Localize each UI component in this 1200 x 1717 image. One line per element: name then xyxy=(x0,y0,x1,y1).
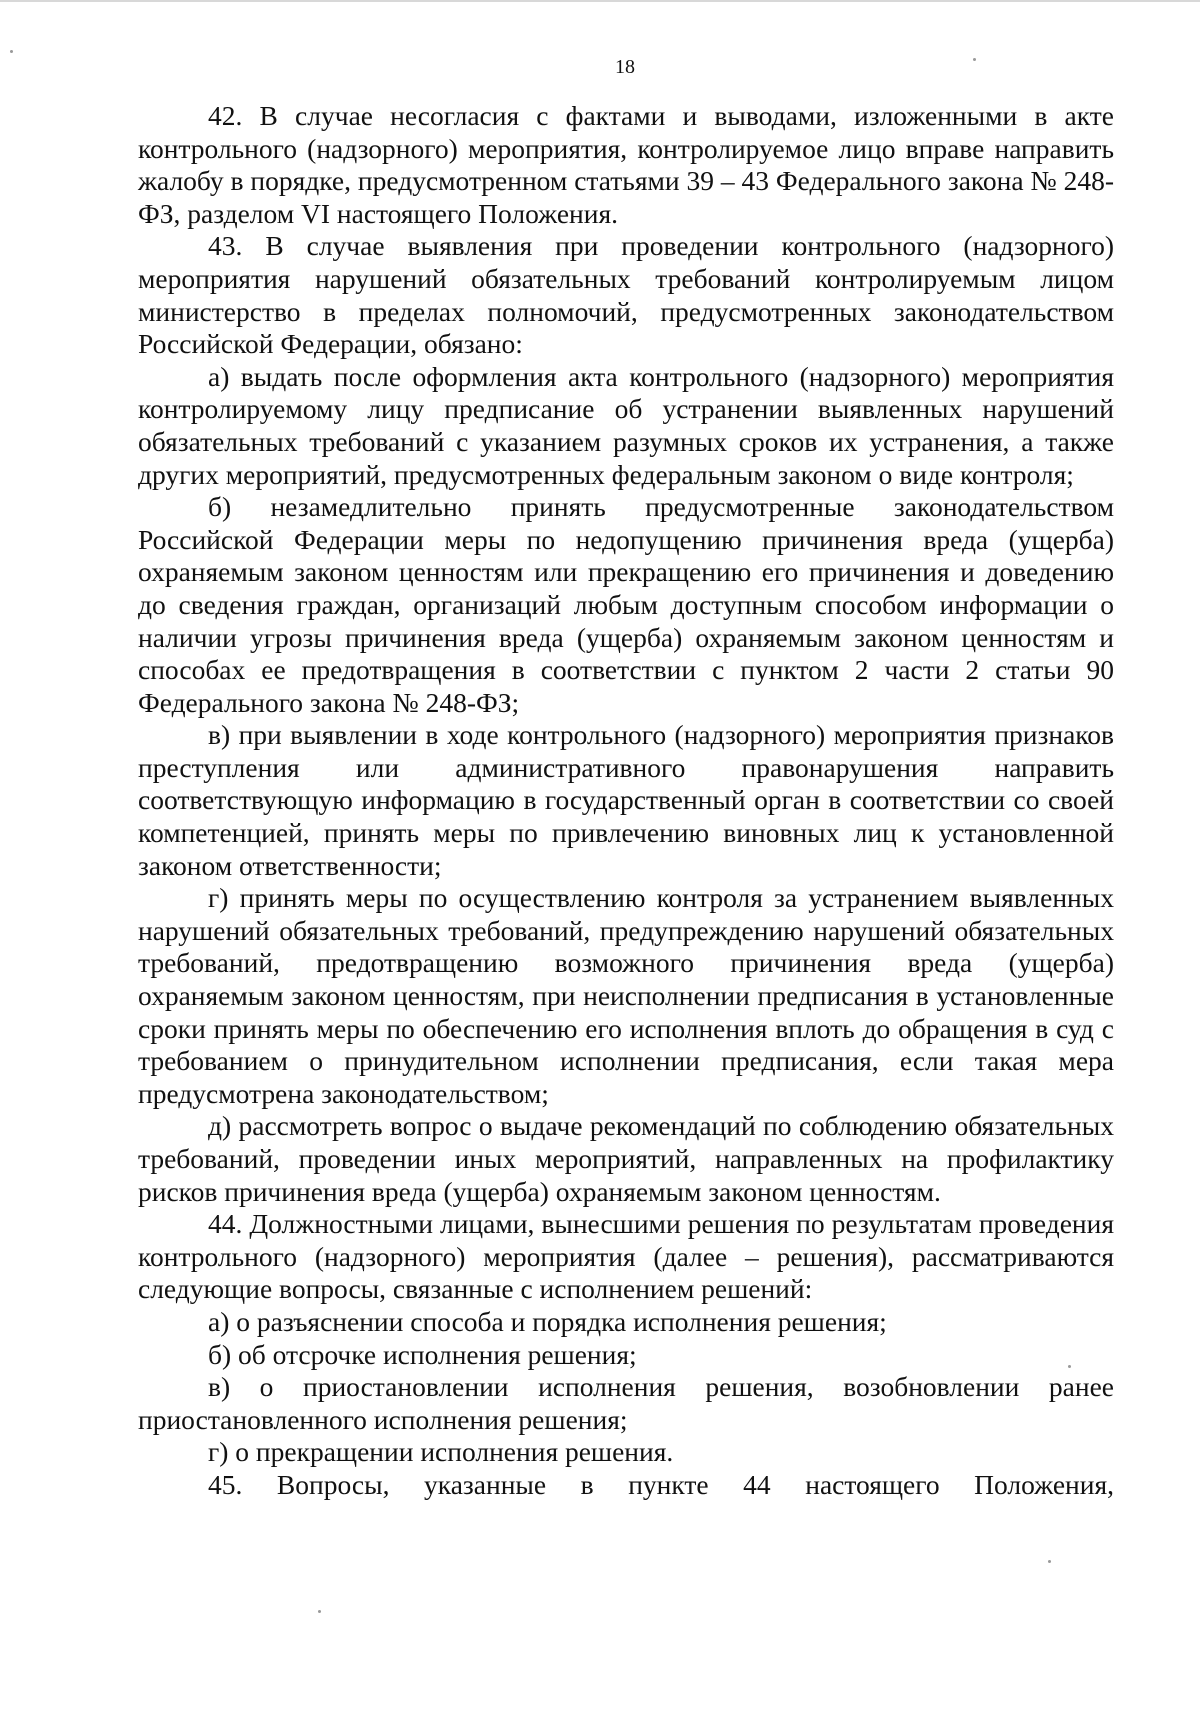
scan-speck xyxy=(10,50,13,53)
paragraph-43: 43. В случае выявления при проведении контрольного (надзорного) мероприятия нарушений обязательных требований контролируемым лицом министерство в пределах полномочий, предусмотренных законодательством Российской Федерации, обязано: xyxy=(138,230,1114,360)
paragraph-43-v: в) при выявлении в ходе контрольного (надзорного) мероприятия признаков преступления или административного правонарушения направить соответствующую информацию в государственный орган в соответствии со своей компетенцией, принять меры по привлечению виновных лиц к установленной законом ответственности; xyxy=(138,719,1114,881)
paragraph-43-d: д) рассмотреть вопрос о выдаче рекомендаций по соблюдению обязательных требований, проведении иных мероприятий, направленных на профилактику рисков причинения вреда (ущерба) охраняемым законом ценностям. xyxy=(138,1110,1114,1207)
paragraph-44: 44. Должностными лицами, вынесшими решения по результатам проведения контрольного (надзорного) мероприятия (далее – решения), рассматриваются следующие вопросы, связанные с исполнением решений: xyxy=(138,1208,1114,1305)
paragraph-44-b: б) об отсрочке исполнения решения; xyxy=(208,1338,637,1370)
paragraph-44-v: в) о приостановлении исполнения решения, возобновлении ранее приостановленного исполнения решения; xyxy=(138,1371,1114,1435)
scan-speck xyxy=(1048,1560,1051,1563)
scan-speck xyxy=(1068,1365,1071,1368)
paragraph-43-a: а) выдать после оформления акта контрольного (надзорного) мероприятия контролируемому лицу предписание об устранении выявленных нарушений обязательных требований с указанием разумных сроков их устранения, а также других мероприятий, предусмотренных федеральным законом о виде контроля; xyxy=(138,360,1114,490)
paragraph-45: 45. Вопросы, указанные в пункте 44 настоящего Положения, xyxy=(208,1468,1114,1500)
scan-speck xyxy=(973,58,976,61)
paragraph-44-g: г) о прекращении исполнения решения. xyxy=(208,1436,674,1468)
paragraph-42: 42. В случае несогласия с фактами и выводами, изложенными в акте контрольного (надзорного) мероприятия, контролируемое лицо вправе направить жалобу в порядке, предусмотренном статьями 39 – 43 Федерального закона № 248-ФЗ, разделом VI настоящего Положения. xyxy=(138,100,1114,229)
scan-top-edge xyxy=(0,0,1200,2)
scan-speck xyxy=(318,1610,321,1613)
paragraph-44-a: а) о разъяснении способа и порядка исполнения решения; xyxy=(208,1305,887,1337)
document-body xyxy=(138,100,1114,1502)
paragraph-43-g: г) принять меры по осуществлению контроля за устранением выявленных нарушений обязательных требований, предупреждению нарушений обязательных требований, предотвращению возможного причинения вреда (ущерба) охраняемым законом ценностям, при неисполнении предписания в установленные сроки принять меры по обеспечению его исполнения вплоть до обращения в суд с требованием о принудительном исполнении предписания, если такая мера предусмотрена законодательством; xyxy=(138,882,1114,1109)
page-number: 18 xyxy=(615,56,635,78)
paragraph-43-b: б) незамедлительно принять предусмотренные законодательством Российской Федерации меры по недопущению причинения вреда (ущерба) охраняемым законом ценностям или прекращению его причинения и доведению до сведения граждан, организаций любым доступным способом информации о наличии угрозы причинения вреда (ущерба) охраняемым законом ценностям и способах ее предотвращения в соответствии с пунктом 2 части 2 статьи 90 Федерального закона № 248-ФЗ; xyxy=(138,491,1114,718)
